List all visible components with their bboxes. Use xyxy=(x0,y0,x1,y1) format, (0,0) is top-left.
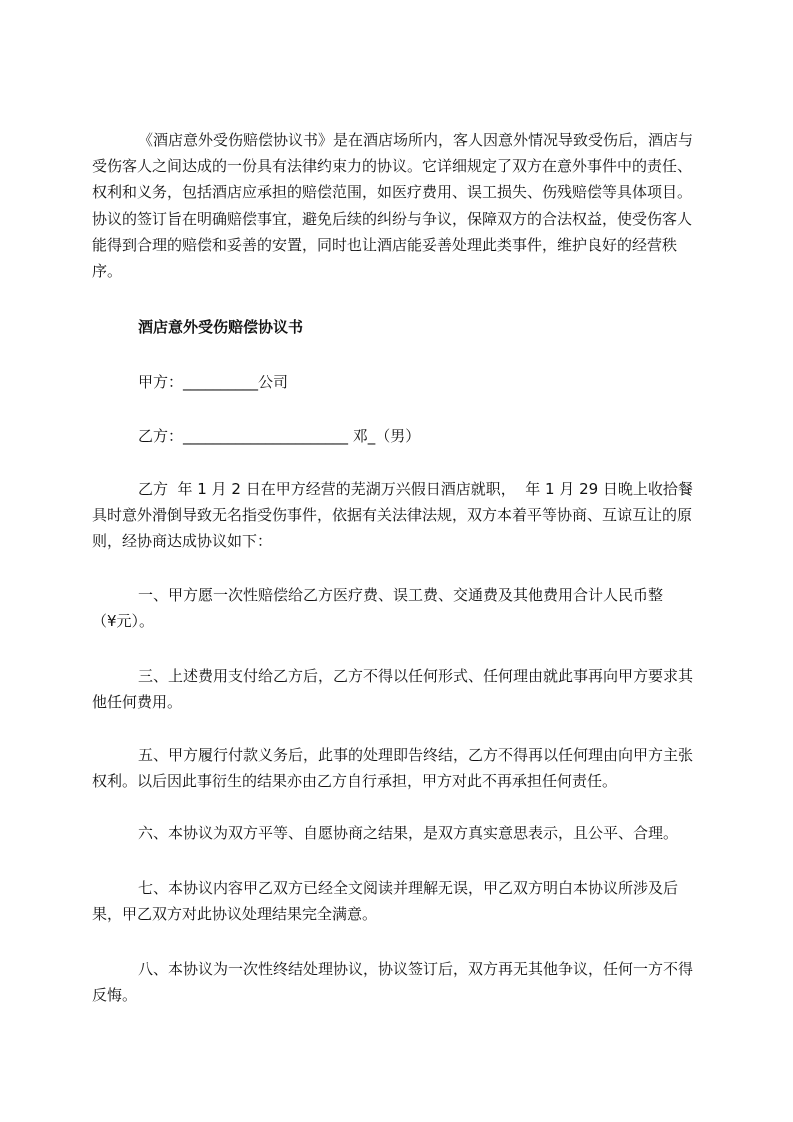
clause-6: 六、本协议为双方平等、自愿协商之结果，是双方真实意思表示，且公平、合理。 xyxy=(138,824,679,842)
clause-8: 八、本协议为一次性终结处理协议，协议签订后，双方再无其他争议，任何一方不得反悔。 xyxy=(92,960,694,1005)
background-paragraph: 乙方 年 1 月 2 日在甲方经营的芜湖万兴假日酒店就职， 年 1 月 29 日晚上收拾餐具时意外滑倒导致无名指受伤事件，依据有关法律法规，双方本着平等协商、互谅互让的原则，经协商达成协议如下： xyxy=(92,480,693,551)
clause-3: 三、上述费用支付给乙方后，乙方不得以任何形式、任何理由就此事再向甲方要求其他任何费用。 xyxy=(92,667,694,712)
party-a-line: 甲方：__________公司 xyxy=(138,373,289,391)
intro-paragraph: 《酒店意外受伤赔偿协议书》是在酒店场所内，客人因意外情况导致受伤后，酒店与受伤客人之间达成的一份具有法律约束力的协议。它详细规定了双方在意外事件中的责任、权利和义务，包括酒店应承担的赔偿范围，如医疗费用、误工损失、伤残赔偿等具体项目。协议的签订旨在明确赔偿事宜，避免后续的纠纷与争议，保障双方的合法权益，使受伤客人能得到合理的赔偿和妥善的安置，同时也让酒店能妥善处理此类事件，维护良好的经营秩序。 xyxy=(92,131,694,281)
document-title: 酒店意外受伤赔偿协议书 xyxy=(138,318,304,336)
party-b-line: 乙方：______________________ 邓_（男） xyxy=(138,427,421,445)
clause-7: 七、本协议内容甲乙双方已经全文阅读并理解无误，甲乙双方明白本协议所涉及后果，甲乙双方对此协议处理结果完全满意。 xyxy=(92,879,679,924)
clause-5: 五、甲方履行付款义务后，此事的处理即告终结，乙方不得再以任何理由向甲方主张权利。以后因此事衍生的结果亦由乙方自行承担，甲方对此不再承担任何责任。 xyxy=(92,746,694,791)
clause-1: 一、甲方愿一次性赔偿给乙方医疗费、误工费、交通费及其他费用合计人民币整（¥元）。 xyxy=(92,586,664,631)
